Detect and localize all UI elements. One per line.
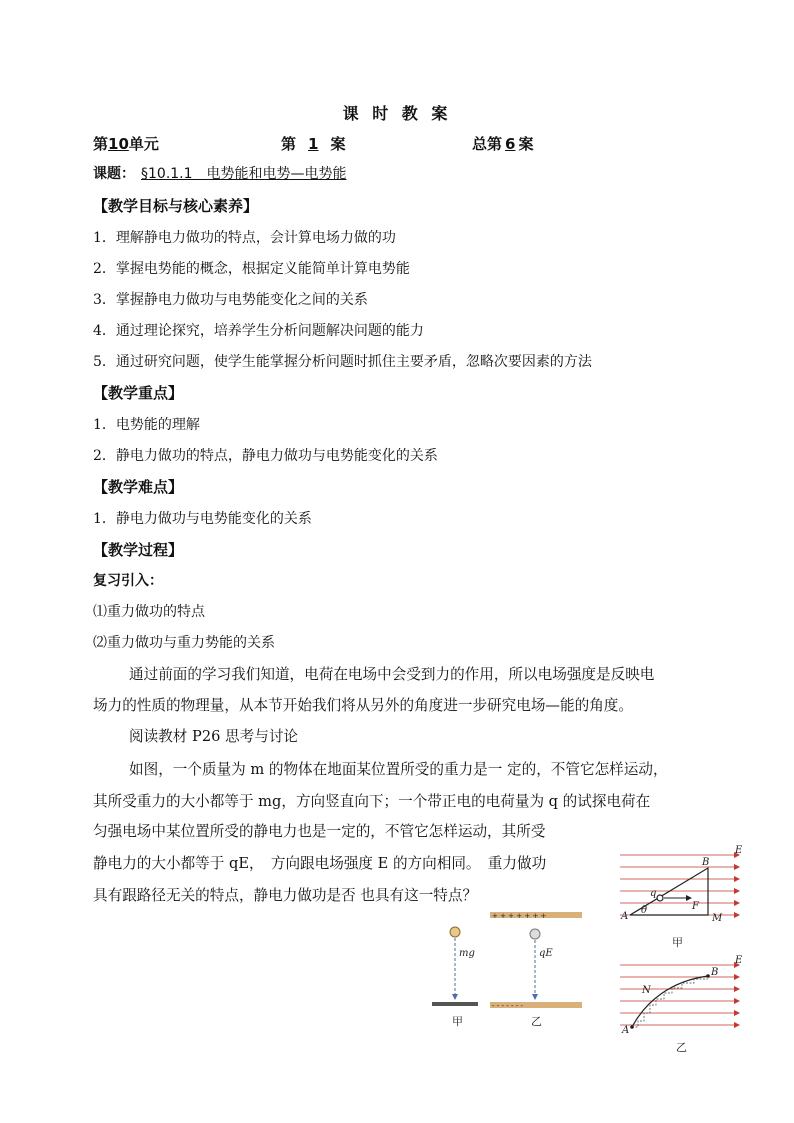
A-label: A xyxy=(621,911,629,922)
goal-item: 3．掌握静电力做功与电势能变化之间的关系 xyxy=(93,292,368,308)
point-B xyxy=(706,974,710,978)
arrow-down-icon xyxy=(532,994,538,1000)
topic-line xyxy=(93,163,361,183)
body-paragraph-line: 其所受重力的大小都等于 mg，方向竖直向下；一个带正电的电荷量为 q 的试探电荷在 xyxy=(93,793,651,810)
B-label: B xyxy=(711,967,719,978)
key-point-item: 1．电势能的理解 xyxy=(93,417,200,433)
review-heading: 复习引入： xyxy=(93,573,163,589)
goals-heading: 【教学目标与核心素养】 xyxy=(93,197,259,215)
process-heading: 【教学过程】 xyxy=(93,541,184,559)
F-label: F xyxy=(692,901,699,912)
topic-label: 课题： xyxy=(93,166,135,182)
body-paragraph-line: 静电力的大小都等于 qE， 方向跟电场强度 E 的方向相同。 重力做功 xyxy=(93,855,547,872)
total-info: 总第 6 案 xyxy=(472,135,534,153)
figure-label-yi: 乙 xyxy=(676,1041,687,1054)
q-label: q xyxy=(650,888,657,899)
page-title: 课 时 教 案 xyxy=(342,104,452,123)
ball-icon xyxy=(450,927,460,937)
curved-path xyxy=(632,976,708,1027)
N-label: N xyxy=(642,985,651,996)
B-label: B xyxy=(702,857,710,868)
review-item: ⑵重力做功与重力势能的关系 xyxy=(93,635,275,651)
topic-value: §10.1.1 电势能和电势—电势能 xyxy=(141,166,347,182)
top-plate-signs: + + + + + + + xyxy=(492,912,547,920)
unit-number: 10 xyxy=(108,135,129,153)
difficulty-item: 1．静电力做功与电势能变化的关系 xyxy=(93,511,312,527)
uniform-field-figure xyxy=(616,843,748,1055)
M-label: M xyxy=(712,913,723,924)
theta-label: θ xyxy=(641,905,648,916)
bottom-plate-signs: - - - - - - - xyxy=(492,1002,524,1010)
body-paragraph-line: 具有跟路径无关的特点，静电力做功是否 也具有这一特点？ xyxy=(93,887,478,904)
gravity-electric-figure xyxy=(428,910,588,1035)
qE-label: qE xyxy=(539,948,553,959)
figure-label-jia: 甲 xyxy=(672,936,683,949)
key-point-item: 2．静电力做功的特点，静电力做功与电势能变化的关系 xyxy=(93,448,438,464)
charge-icon xyxy=(657,895,663,901)
figure-label-jia: 甲 xyxy=(452,1015,463,1028)
lesson-number: 1 xyxy=(308,135,319,153)
total-number: 6 xyxy=(505,135,516,153)
figure-label-yi: 乙 xyxy=(531,1015,542,1028)
mg-label: mg xyxy=(459,948,475,959)
goal-item: 5．通过研究问题，使学生能掌握分析问题时抓住主要矛盾，忽略次要因素的方法 xyxy=(93,354,592,370)
body-paragraph-line: 通过前面的学习我们知道，电荷在电场中会受到力的作用，所以电场强度是反映电 xyxy=(129,666,655,683)
unit-info: 第10单元 xyxy=(93,135,159,153)
difficulties-heading: 【教学难点】 xyxy=(93,478,184,496)
E-label: E xyxy=(735,955,743,966)
goal-item: 1．理解静电力做功的特点，会计算电场力做的功 xyxy=(93,230,396,246)
E-label: E xyxy=(735,845,743,856)
arrow-down-icon xyxy=(452,994,458,1000)
body-paragraph-line: 如图，一个质量为 m 的物体在地面某位置所受的重力是一 定的，不管它怎样运动， xyxy=(129,761,668,778)
body-paragraph-line: 匀强电场中某位置所受的静电力也是一定的，不管它怎样运动，其所受 xyxy=(93,823,546,840)
key-points-heading: 【教学重点】 xyxy=(93,384,184,402)
point-A xyxy=(630,1025,634,1029)
goal-item: 4．通过理论探究，培养学生分析问题解决问题的能力 xyxy=(93,323,424,339)
review-item: ⑴重力做功的特点 xyxy=(93,604,205,620)
ground xyxy=(432,1002,478,1006)
goal-item: 2．掌握电势能的概念，根据定义能简单计算电势能 xyxy=(93,261,410,277)
A-label: A xyxy=(622,1025,630,1036)
body-paragraph-line: 场力的性质的物理量，从本节开始我们将从另外的角度进一步研究电场—能的角度。 xyxy=(93,697,633,714)
charge-icon xyxy=(530,929,540,939)
body-paragraph-line: 阅读教材 P26 思考与讨论 xyxy=(129,728,299,745)
lesson-info: 第 1 案 xyxy=(281,135,346,153)
